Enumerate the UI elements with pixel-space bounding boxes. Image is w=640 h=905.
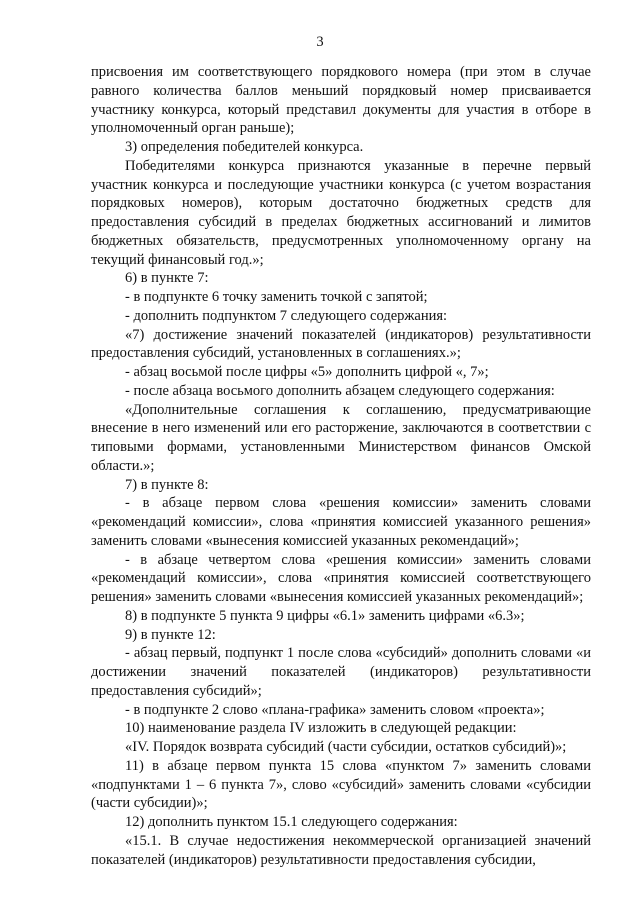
paragraph-9: - после абзаца восьмого дополнить абзацем следующего содержания: [125, 382, 555, 399]
paragraph-8: - абзац восьмой после цифры «5» дополнить цифрой «, 7»; [125, 364, 489, 380]
paragraph-5: - в подпункте 6 точку заменить точкой с запятой; [125, 289, 428, 305]
paragraph-19: «IV. Порядок возврата субсидий (части субсидии, остатков субсидий)»; [125, 739, 567, 755]
page-number: 3 [316, 34, 324, 50]
paragraph-2: 3) определения победителей конкурса. [125, 139, 364, 155]
paragraph-13: - в абзаце четвертом слова «решения комиссии» заменить словами «рекомендаций комиссии», слова «принятия комиссией соответствующего решения» заменить словами «вынесения комиссией указанных рекомендаций»; [91, 551, 591, 605]
paragraph-4: 6) в пункте 7: [125, 270, 209, 287]
paragraph-18: 10) наименование раздела IV изложить в следующей редакции: [125, 720, 517, 737]
paragraph-7: «7) достижение значений показателей (индикаторов) результативности предоставления субсидий, установленных в соглашениях.»; [91, 326, 591, 362]
paragraph-12: - в абзаце первом слова «решения комиссии» заменить словами «рекомендаций комиссии», слова «принятия комиссией указанного решения» заменить словами «вынесения комиссией указанных рекомендаций»; [91, 495, 591, 549]
paragraph-14: 8) в подпункте 5 пункта 9 цифры «6.1» заменить цифрами «6.3»; [125, 607, 525, 624]
paragraph-15: 9) в пункте 12: [125, 626, 216, 643]
paragraph-6: - дополнить подпунктом 7 следующего содержания: [125, 307, 448, 324]
paragraph-17: - в подпункте 2 слово «плана-графика» заменить словом «проекта»; [125, 701, 545, 718]
paragraph-22: «15.1. В случае недостижения некоммерческой организацией значений показателей (индикаторов) результативности предоставления субсидии, [91, 832, 591, 868]
paragraph-3: Победителями конкурса признаются указанные в перечне первый участник конкурса и последующие участники конкурса (с учетом возрастания порядковых номеров), которым достаточно бюджетных средств для предоставления субсидий в пределах бюджетных ассигнований и лимитов бюджетных обязательств, предусмотренных уполномоченному органу на текущий финансовый год.»; [91, 157, 591, 268]
paragraph-1: присвоения им соответствующего порядкового номера (при этом в случае равного количества баллов меньший порядковый номер присваивается участнику конкурса, который представил документы для участия в отборе в уполномоченный орган раньше); [91, 64, 591, 137]
paragraph-11: 7) в пункте 8: [125, 476, 209, 493]
document-body [91, 63, 591, 869]
paragraph-16: - абзац первый, подпункт 1 после слова «субсидий» дополнить словами «и достижении значений показателей (индикаторов) результативности предоставления субсидий»; [91, 645, 591, 699]
paragraph-21: 12) дополнить пунктом 15.1 следующего содержания: [125, 814, 458, 830]
paragraph-20: 11) в абзаце первом пункта 15 слова «пунктом 7» заменить словами «подпунктами 1 – 6 пункта 7», слово «субсидий» заменить словами «субсидии (части субсидии)»; [91, 757, 591, 812]
paragraph-10: «Дополнительные соглашения к соглашению, предусматривающие внесение в него изменений или его расторжение, заключаются в соответствии с типовыми формами, установленными Министерством финансов Омской области.»; [91, 401, 591, 474]
